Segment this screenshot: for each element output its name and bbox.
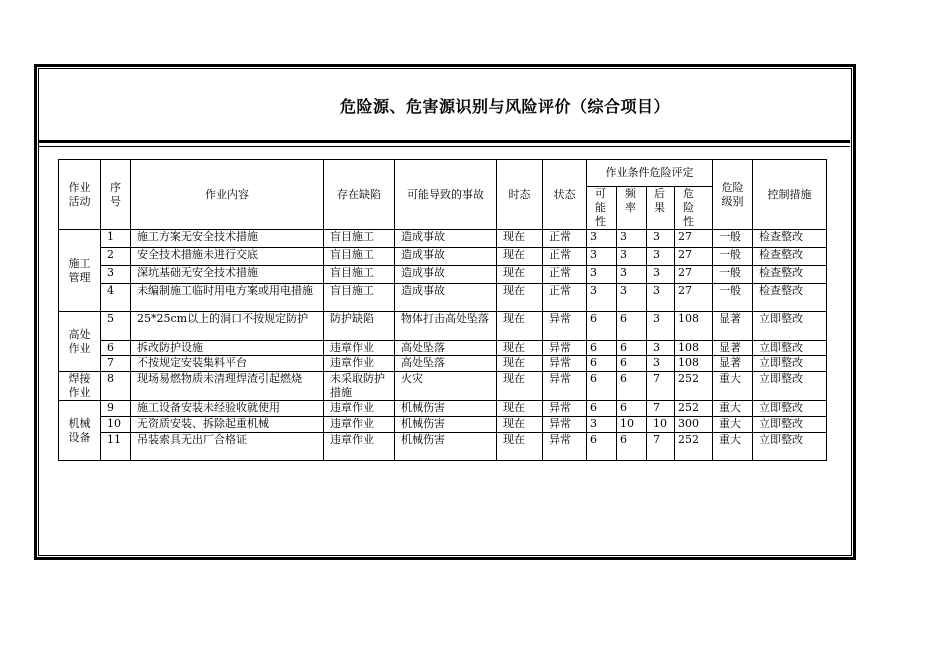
c-tense: 现在 <box>497 356 543 372</box>
c-content: 深坑基础无安全技术措施 <box>131 266 324 284</box>
header-possibility: 可能性 <box>587 187 617 230</box>
page-title: 危险源、危害源识别与风险评价（综合项目） <box>340 97 671 116</box>
c-content: 施工方案无安全技术措施 <box>131 230 324 248</box>
c-possibility: 6 <box>587 312 617 341</box>
c-danger: 252 <box>675 401 713 417</box>
table-row <box>59 266 827 284</box>
c-level: 一般 <box>713 248 753 266</box>
c-state: 异常 <box>543 433 587 461</box>
c-tense: 现在 <box>497 372 543 401</box>
activity-cell: 机械设备 <box>59 401 101 461</box>
c-content: 施工设备安装未经验收就使用 <box>131 401 324 417</box>
c-accident: 机械伤害 <box>395 417 497 433</box>
c-danger: 27 <box>675 230 713 248</box>
c-state: 正常 <box>543 248 587 266</box>
c-consequence: 3 <box>647 284 675 312</box>
c-tense: 现在 <box>497 312 543 341</box>
header-control: 控制措施 <box>753 160 827 230</box>
c-danger: 252 <box>675 433 713 461</box>
table-row <box>59 248 827 266</box>
c-frequency: 3 <box>617 248 647 266</box>
c-content: 拆改防护设施 <box>131 341 324 356</box>
c-accident: 高处坠落 <box>395 356 497 372</box>
c-accident: 机械伤害 <box>395 401 497 417</box>
c-seq: 6 <box>101 341 131 356</box>
c-level: 显著 <box>713 356 753 372</box>
header-content: 作业内容 <box>131 160 324 230</box>
header-seq: 序号 <box>101 160 131 230</box>
c-danger: 27 <box>675 248 713 266</box>
c-defect: 盲目施工 <box>324 230 395 248</box>
c-consequence: 3 <box>647 356 675 372</box>
c-level: 一般 <box>713 266 753 284</box>
c-danger: 108 <box>675 312 713 341</box>
risk-table <box>58 159 827 461</box>
c-tense: 现在 <box>497 433 543 461</box>
c-frequency: 3 <box>617 284 647 312</box>
c-frequency: 6 <box>617 401 647 417</box>
c-danger: 27 <box>675 284 713 312</box>
c-defect: 盲目施工 <box>324 266 395 284</box>
header-frequency: 频率 <box>617 187 647 230</box>
c-possibility: 6 <box>587 372 617 401</box>
c-state: 异常 <box>543 372 587 401</box>
activity-cell: 焊接作业 <box>59 372 101 401</box>
c-consequence: 10 <box>647 417 675 433</box>
c-seq: 10 <box>101 417 131 433</box>
c-state: 异常 <box>543 341 587 356</box>
c-content: 现场易燃物质未清理焊渣引起燃烧 <box>131 372 324 401</box>
c-level: 一般 <box>713 230 753 248</box>
c-possibility: 3 <box>587 417 617 433</box>
c-state: 正常 <box>543 230 587 248</box>
c-frequency: 3 <box>617 266 647 284</box>
c-seq: 9 <box>101 401 131 417</box>
c-consequence: 7 <box>647 372 675 401</box>
c-accident: 造成事故 <box>395 248 497 266</box>
c-control: 立即整改 <box>753 312 827 341</box>
table-row <box>59 401 827 417</box>
c-control: 立即整改 <box>753 372 827 401</box>
c-seq: 5 <box>101 312 131 341</box>
c-state: 异常 <box>543 401 587 417</box>
c-frequency: 6 <box>617 356 647 372</box>
c-consequence: 3 <box>647 312 675 341</box>
activity-cell: 施工管理 <box>59 230 101 312</box>
c-defect: 违章作业 <box>324 401 395 417</box>
c-control: 检查整改 <box>753 248 827 266</box>
table-row <box>59 341 827 356</box>
c-possibility: 3 <box>587 284 617 312</box>
c-state: 异常 <box>543 312 587 341</box>
c-content: 无资质安装、拆除起重机械 <box>131 417 324 433</box>
table-row <box>59 284 827 312</box>
c-danger: 108 <box>675 341 713 356</box>
c-control: 检查整改 <box>753 230 827 248</box>
c-defect: 未采取防护措施 <box>324 372 395 401</box>
c-accident: 机械伤害 <box>395 433 497 461</box>
c-possibility: 6 <box>587 433 617 461</box>
c-control: 检查整改 <box>753 266 827 284</box>
c-tense: 现在 <box>497 417 543 433</box>
c-consequence: 7 <box>647 401 675 417</box>
c-content: 25*25cm以上的洞口不按规定防护 <box>131 312 324 341</box>
c-possibility: 3 <box>587 248 617 266</box>
table-row <box>59 356 827 372</box>
c-content: 未编制施工临时用电方案或用电措施 <box>131 284 324 312</box>
c-content: 吊装索具无出厂合格证 <box>131 433 324 461</box>
c-frequency: 6 <box>617 341 647 356</box>
table-row <box>59 372 827 401</box>
c-accident: 火灾 <box>395 372 497 401</box>
c-tense: 现在 <box>497 248 543 266</box>
c-state: 正常 <box>543 284 587 312</box>
table-row <box>59 230 827 248</box>
c-consequence: 3 <box>647 266 675 284</box>
c-control: 立即整改 <box>753 417 827 433</box>
c-possibility: 6 <box>587 341 617 356</box>
c-defect: 盲目施工 <box>324 284 395 312</box>
c-seq: 7 <box>101 356 131 372</box>
header-defect: 存在缺陷 <box>324 160 395 230</box>
c-consequence: 3 <box>647 341 675 356</box>
title-divider-thin <box>38 146 850 147</box>
header-accident: 可能导致的事故 <box>395 160 497 230</box>
c-tense: 现在 <box>497 284 543 312</box>
c-danger: 27 <box>675 266 713 284</box>
c-possibility: 6 <box>587 401 617 417</box>
c-consequence: 7 <box>647 433 675 461</box>
c-control: 立即整改 <box>753 341 827 356</box>
c-tense: 现在 <box>497 401 543 417</box>
header-state: 状态 <box>543 160 587 230</box>
header-danger: 危险性 <box>675 187 713 230</box>
c-defect: 盲目施工 <box>324 248 395 266</box>
c-content: 不按规定安装集料平台 <box>131 356 324 372</box>
header-level: 危险级别 <box>713 160 753 230</box>
c-control: 检查整改 <box>753 284 827 312</box>
c-possibility: 3 <box>587 230 617 248</box>
header-eval-group: 作业条件危险评定 <box>587 160 713 187</box>
c-level: 重大 <box>713 372 753 401</box>
c-seq: 1 <box>101 230 131 248</box>
table-row <box>59 433 827 461</box>
c-state: 异常 <box>543 356 587 372</box>
c-possibility: 3 <box>587 266 617 284</box>
c-state: 正常 <box>543 266 587 284</box>
header-consequence: 后果 <box>647 187 675 230</box>
c-seq: 3 <box>101 266 131 284</box>
c-defect: 违章作业 <box>324 417 395 433</box>
c-control: 立即整改 <box>753 356 827 372</box>
c-consequence: 3 <box>647 230 675 248</box>
c-accident: 造成事故 <box>395 284 497 312</box>
c-frequency: 6 <box>617 312 647 341</box>
c-level: 一般 <box>713 284 753 312</box>
c-seq: 11 <box>101 433 131 461</box>
c-danger: 108 <box>675 356 713 372</box>
c-frequency: 10 <box>617 417 647 433</box>
c-seq: 4 <box>101 284 131 312</box>
table-row <box>59 312 827 341</box>
c-seq: 8 <box>101 372 131 401</box>
c-defect: 违章作业 <box>324 356 395 372</box>
c-content: 安全技术措施未进行交底 <box>131 248 324 266</box>
title-divider <box>38 140 850 143</box>
c-possibility: 6 <box>587 356 617 372</box>
c-state: 异常 <box>543 417 587 433</box>
c-level: 显著 <box>713 341 753 356</box>
table-row <box>59 417 827 433</box>
c-frequency: 3 <box>617 230 647 248</box>
activity-cell: 高处作业 <box>59 312 101 372</box>
c-accident: 造成事故 <box>395 266 497 284</box>
c-accident: 造成事故 <box>395 230 497 248</box>
c-tense: 现在 <box>497 341 543 356</box>
c-defect: 违章作业 <box>324 341 395 356</box>
c-danger: 252 <box>675 372 713 401</box>
header-activity: 作业活动 <box>59 160 101 230</box>
c-tense: 现在 <box>497 230 543 248</box>
c-accident: 高处坠落 <box>395 341 497 356</box>
c-level: 显著 <box>713 312 753 341</box>
c-level: 重大 <box>713 433 753 461</box>
c-frequency: 6 <box>617 372 647 401</box>
c-danger: 300 <box>675 417 713 433</box>
c-control: 立即整改 <box>753 401 827 417</box>
c-control: 立即整改 <box>753 433 827 461</box>
c-accident: 物体打击高处坠落 <box>395 312 497 341</box>
c-seq: 2 <box>101 248 131 266</box>
c-frequency: 6 <box>617 433 647 461</box>
header-row-1 <box>59 160 827 187</box>
c-defect: 防护缺陷 <box>324 312 395 341</box>
c-consequence: 3 <box>647 248 675 266</box>
c-level: 重大 <box>713 401 753 417</box>
c-tense: 现在 <box>497 266 543 284</box>
c-level: 重大 <box>713 417 753 433</box>
header-tense: 时态 <box>497 160 543 230</box>
c-defect: 违章作业 <box>324 433 395 461</box>
